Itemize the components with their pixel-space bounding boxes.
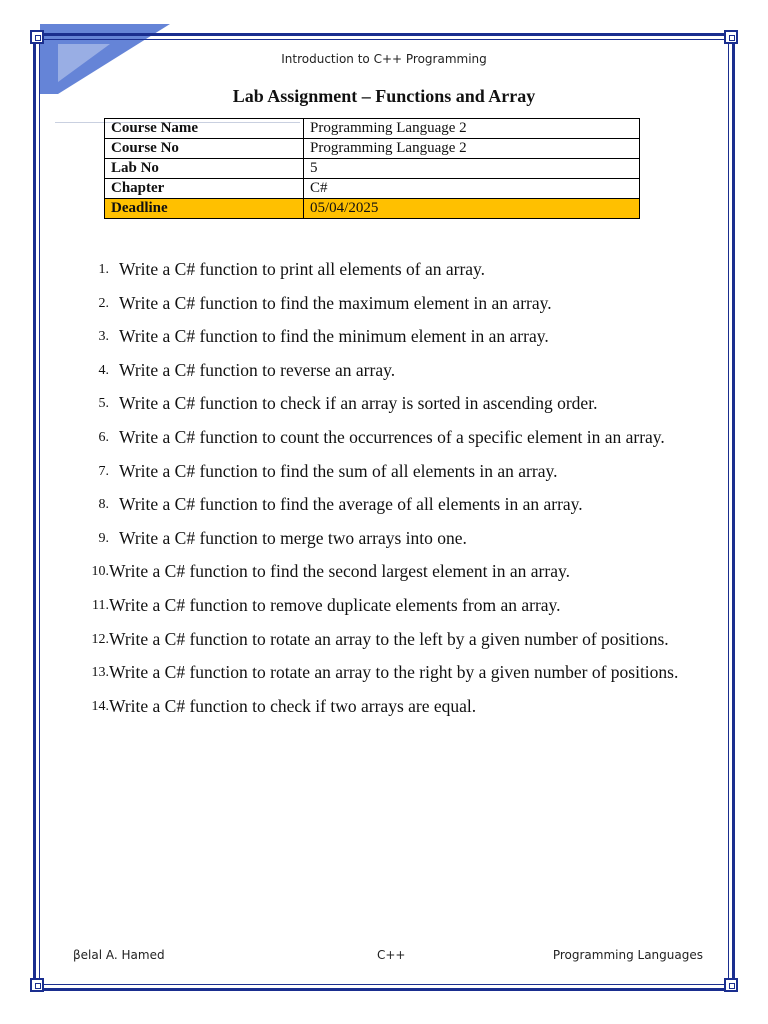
item-text: Write a C# function to reverse an array. xyxy=(119,359,396,380)
item-number: 13. xyxy=(91,665,109,681)
table-key: Course Name xyxy=(105,119,304,139)
item-number: 7. xyxy=(98,463,109,479)
item-number: 14. xyxy=(91,698,109,714)
table-key: Course No xyxy=(105,139,304,159)
item-number: 11. xyxy=(92,597,109,613)
item-number: 4. xyxy=(98,362,109,378)
item-text: Write a C# function to find the minimum element in an array. xyxy=(119,326,549,347)
list-item xyxy=(64,354,704,388)
item-text: Write a C# function to rotate an array to the right by a given number of positions. xyxy=(109,662,679,683)
table-value: Programming Language 2 xyxy=(304,139,640,159)
list-item xyxy=(64,555,704,589)
item-number: 10. xyxy=(91,564,109,580)
item-text: Write a C# function to print all elements of an array. xyxy=(119,259,486,279)
item-number: 8. xyxy=(98,497,109,513)
deadline-value: 05/04/2025 xyxy=(304,199,640,219)
list-item xyxy=(64,488,704,522)
list-item xyxy=(64,656,704,690)
border-corner-ornament xyxy=(724,30,738,44)
item-text: Write a C# function to find the maximum element in an array. xyxy=(119,292,552,313)
item-number: 5. xyxy=(98,396,109,412)
list-item xyxy=(64,287,704,321)
list-item xyxy=(64,421,704,455)
item-text: Write a C# function to find the average of all elements in an array. xyxy=(119,494,583,515)
item-number: 2. xyxy=(98,295,109,311)
table-value: 5 xyxy=(304,159,640,179)
item-text: Write a C# function to remove duplicate elements from an array. xyxy=(109,594,561,615)
footer-center: C++ xyxy=(377,948,406,962)
table-row xyxy=(105,139,640,159)
item-text: Write a C# function to check if an array is sorted in ascending order. xyxy=(119,393,598,414)
footer-author: βelal A. Hamed xyxy=(73,948,165,962)
item-number: 9. xyxy=(98,530,109,546)
list-item xyxy=(64,623,704,657)
item-text: Write a C# function to rotate an array to the left by a given number of positions. xyxy=(109,628,669,649)
border-corner-ornament xyxy=(724,978,738,992)
item-text: Write a C# function to merge two arrays into one. xyxy=(119,527,467,548)
deadline-row xyxy=(105,199,640,219)
table-row xyxy=(105,119,640,139)
course-info-table xyxy=(104,118,640,219)
item-text: Write a C# function to find the second largest element in an array. xyxy=(109,561,570,582)
running-head: Introduction to C++ Programming xyxy=(281,52,487,66)
table-row xyxy=(105,159,640,179)
page-title: Lab Assignment – Functions and Array xyxy=(232,86,536,106)
item-text: Write a C# function to find the sum of all elements in an array. xyxy=(119,460,558,481)
border-corner-ornament xyxy=(30,30,44,44)
border-corner-ornament xyxy=(30,978,44,992)
table-value: C# xyxy=(304,179,640,199)
task-list xyxy=(64,253,704,723)
item-text: Write a C# function to count the occurrences of a specific element in an array. xyxy=(119,426,665,447)
list-item xyxy=(64,253,704,287)
table-value: Programming Language 2 xyxy=(304,119,640,139)
item-number: 3. xyxy=(98,329,109,345)
item-number: 12. xyxy=(91,631,109,647)
footer-right: Programming Languages xyxy=(552,948,703,962)
table-key: Lab No xyxy=(105,159,304,179)
item-text: Write a C# function to check if two arrays are equal. xyxy=(109,695,477,716)
table-row xyxy=(105,179,640,199)
item-number: 6. xyxy=(98,429,109,445)
list-item xyxy=(64,455,704,489)
list-item xyxy=(64,589,704,623)
item-number: 1. xyxy=(98,262,109,277)
list-item xyxy=(64,387,704,421)
table-key: Chapter xyxy=(105,179,304,199)
list-item xyxy=(64,522,704,556)
list-item xyxy=(64,690,704,724)
list-item xyxy=(64,320,704,354)
table-key: Deadline xyxy=(105,199,304,219)
